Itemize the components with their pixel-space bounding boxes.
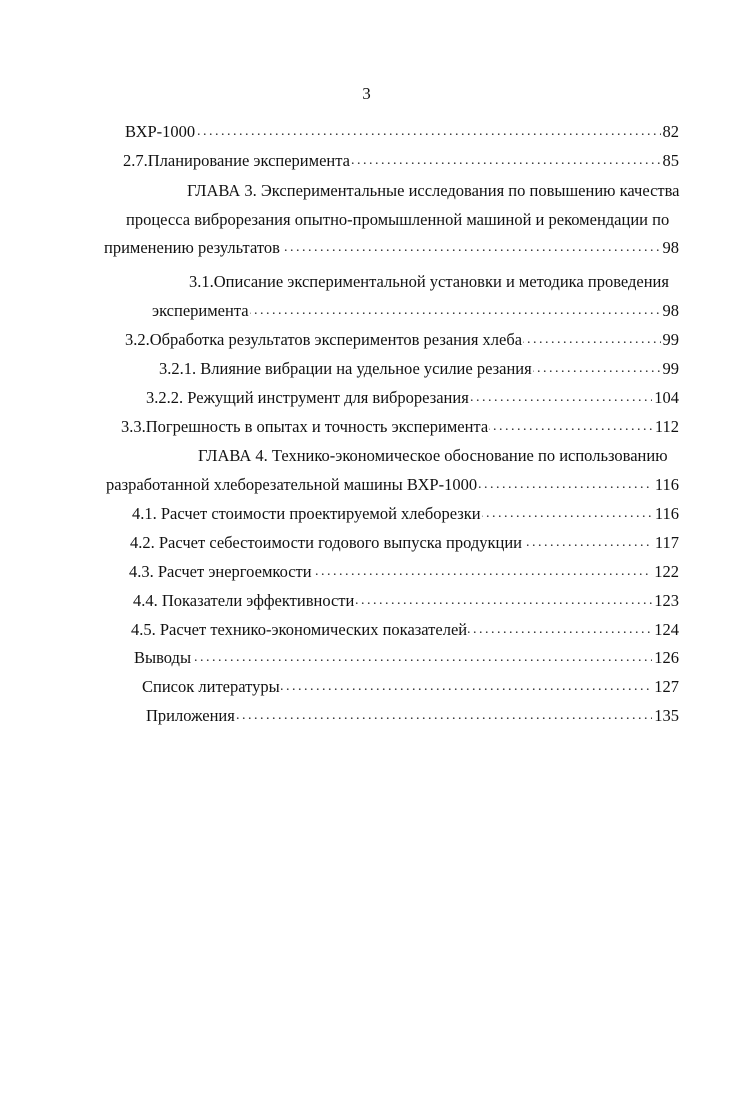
toc-entry-title: 3.1.Описание экспериментальной установки и методика проведения [189,272,669,291]
toc-entry-page: 122 [654,562,679,581]
toc-entry-page: 123 [654,591,679,610]
toc-entry-title: . . . эксперимента [152,301,249,320]
toc-entry [142,676,679,698]
toc-entry-title: ГЛАВА 4. Технико-экономическое обоснование по использованию [198,446,668,465]
toc-entry [152,300,679,322]
toc-entry-title: . . . 4.1. Расчет стоимости проектируемой хлеборезки [132,504,481,523]
toc-entry-page: 127 [654,677,679,696]
toc-entry-page: 82 [662,122,679,141]
toc-entry-title: . . . 3.2.Обработка результатов экспериментов резания хлеба [125,330,523,349]
toc-entry-page: 98 [662,301,679,320]
toc-entry [129,561,679,583]
toc-entry [146,705,679,727]
toc-entry [159,358,679,380]
toc-entry-page: 117 [654,533,679,552]
toc-entry-page: 135 [654,706,679,725]
toc-entry-page: 124 [654,620,679,639]
toc-entry-title: . . . 4.2. Расчет себестоимости годового выпуска продукции [130,533,523,552]
toc-entry [134,647,679,669]
toc-entry-page: 116 [654,504,679,523]
toc-entry [130,532,679,554]
toc-entry-title: ГЛАВА 3. Экспериментальные исследования по повышению качества [187,181,680,200]
toc-entry-title: . . . 4.4. Показатели эффективности [133,591,355,610]
toc-entry-title: . . . Список литературы [142,677,280,696]
toc-entry-title: . . . ВХР-1000 [125,122,196,141]
toc-entry-page: 126 [654,648,679,667]
toc-entry-title: . . . 4.5. Расчет технико-экономических показателей [131,620,468,639]
toc-entry [121,416,679,438]
toc-entry-page: 99 [662,359,679,378]
toc-entry-page: 104 [654,388,679,407]
toc-entry [146,387,679,409]
toc-entry-page: 116 [654,475,679,494]
toc-entry-title: . . . 3.2.1. Влияние вибрации на удельное усилие резания [159,359,532,378]
toc-entry [125,329,679,351]
toc-entry-title: . . . 3.3.Погрешность в опытах и точность эксперимента [121,417,489,436]
toc-entry [123,150,679,172]
toc-entry-title: . . . 3.2.2. Режущий инструмент для виброрезания [146,388,469,407]
toc-entry-title: процесса виброрезания опытно-промышленной машиной и рекомендации по [126,210,670,229]
toc-entry-title: . . . Выводы [134,648,192,667]
toc-entry [104,237,679,259]
toc-entry-title: . . . Приложения [146,706,235,725]
toc-entry [133,590,679,612]
page-number: 3 [362,84,371,103]
toc-entry [106,474,679,496]
toc-entry-page: 112 [654,417,679,436]
toc-entry-page: 99 [662,330,679,349]
toc-entry [131,619,679,641]
toc-entry [132,503,679,525]
toc-entry-page: 98 [662,238,679,257]
toc-entry-title: . . . 4.3. Расчет энергоемкости [129,562,312,581]
toc-entry-title: . . . разработанной хлеборезательной машины ВХР-1000 [106,475,478,494]
toc-entry-page: 85 [662,151,679,170]
toc-entry-title: . . . применению результатов [104,238,280,257]
toc-entry [125,121,679,143]
toc-entry-title: . . . 2.7.Планирование эксперимента [123,151,350,170]
